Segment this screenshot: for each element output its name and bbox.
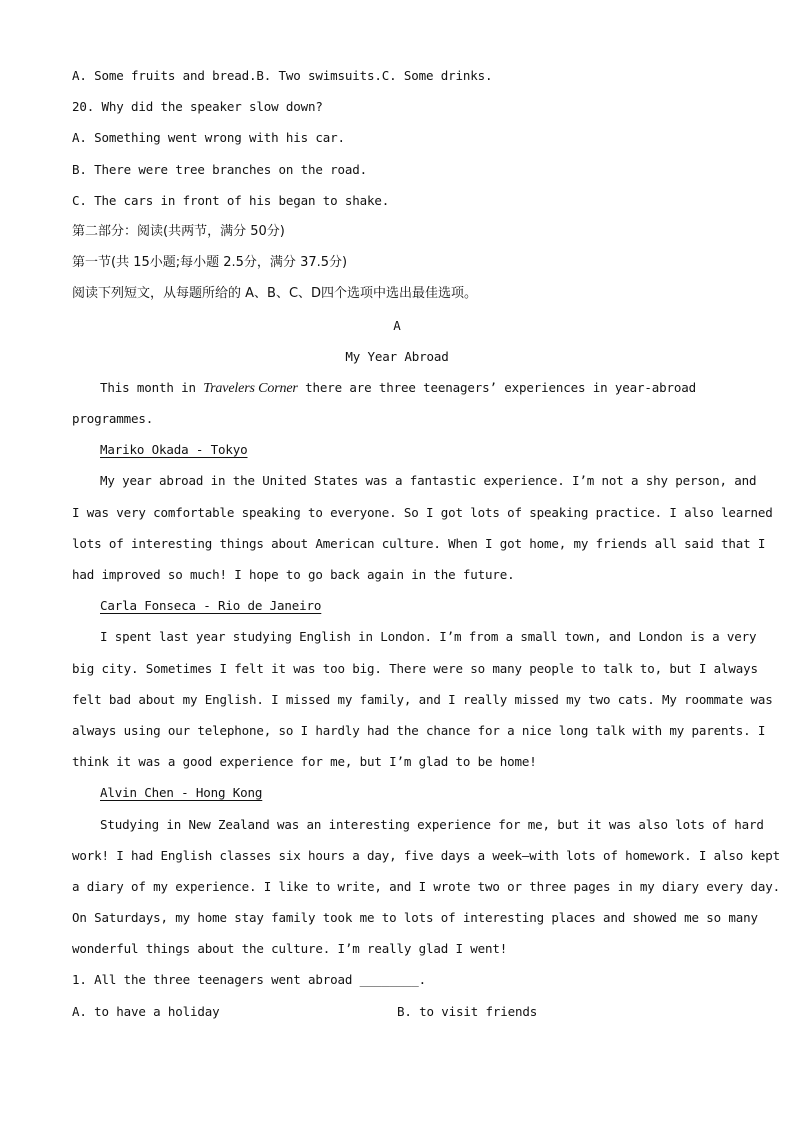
p2-line-5: think it was a good experience for me, but I’m glad to be home! — [72, 754, 537, 770]
passage-title: My Year Abroad — [345, 348, 449, 364]
p1-name: Mariko Okada - Tokyo — [100, 442, 248, 458]
q1-question: 1. All the three teenagers went abroad ________. — [72, 972, 427, 988]
intro-line-1 — [72, 372, 722, 403]
passage-letter: A — [393, 317, 401, 333]
p1-line-2: I was very comfortable speaking to everyone. So I got lots of speaking practice. I also learned — [72, 504, 773, 520]
q19-options: A. Some fruits and bread.B. Two swimsuits.C. Some drinks. — [72, 68, 493, 83]
p1-line-4: had improved so much! I hope to go back again in the future. — [72, 567, 515, 582]
section1-title: 第一节(共 15小题;每小题 2.5分，满分 37.5分) — [72, 255, 348, 271]
p2-line-2: big city. Sometimes I felt it was too big. There were so many people to talk to, but I always — [72, 660, 758, 676]
q20-option-b: B. There were tree branches on the road. — [72, 161, 368, 177]
p3-line-5: wonderful things about the culture. I’m really glad I went! — [72, 941, 508, 957]
part2-title: 第二部分：阅读(共两节，满分 50分) — [72, 223, 285, 239]
magazine-name: Travelers Corner — [203, 380, 298, 396]
p2-name-row — [72, 590, 722, 621]
p3-line-1: Studying in New Zealand was an interesting experience for me, but it was also lots of hard — [100, 816, 764, 832]
q20-option-c: C. The cars in front of his began to shake. — [72, 192, 390, 208]
p3-line-4: On Saturdays, my home stay family took me to lots of interesting places and showed me so many — [72, 910, 758, 926]
intro-text-b: there are three teenagers’ experiences in year-abroad — [297, 379, 697, 395]
p2-line-4: always using our telephone, so I hardly had the chance for a nice long talk with my parents. I — [72, 722, 766, 738]
q1-options-row — [72, 996, 722, 1027]
p3-name-row — [72, 777, 722, 808]
p2-name: Carla Fonseca - Rio de Janeiro — [100, 598, 322, 614]
document-page — [72, 60, 781, 1027]
q20-option-a: A. Something went wrong with his car. — [72, 130, 345, 146]
q20-question: 20. Why did the speaker slow down? — [72, 99, 323, 115]
p3-line-2: work! I had English classes six hours a day, five days a week—with lots of homework. I also kept — [72, 847, 781, 863]
p3-line-3: a diary of my experience. I like to write, and I wrote two or three pages in my diary every day. — [72, 878, 781, 894]
p2-line-3: felt bad about my English. I missed my family, and I really missed my two cats. My roommate was — [72, 691, 773, 707]
intro-text-a: This month in — [100, 379, 204, 395]
p1-line-1: My year abroad in the United States was a fantastic experience. I’m not a shy person, and — [100, 473, 757, 489]
p2-line-1: I spent last year studying English in London. I’m from a small town, and London is a very — [100, 629, 757, 645]
p1-name-row — [72, 434, 722, 465]
q1-option-a: A. to have a holiday — [72, 1003, 220, 1019]
intro-line-2: programmes. — [72, 411, 154, 427]
q1-option-b: B. to visit friends — [397, 1003, 538, 1019]
instructions: 阅读下列短文，从每题所给的 A、B、C、D四个选项中选出最佳选项。 — [72, 286, 478, 302]
p3-name: Alvin Chen - Hong Kong — [100, 785, 263, 801]
p1-line-3: lots of interesting things about American culture. When I got home, my friends all said that I — [72, 535, 766, 551]
